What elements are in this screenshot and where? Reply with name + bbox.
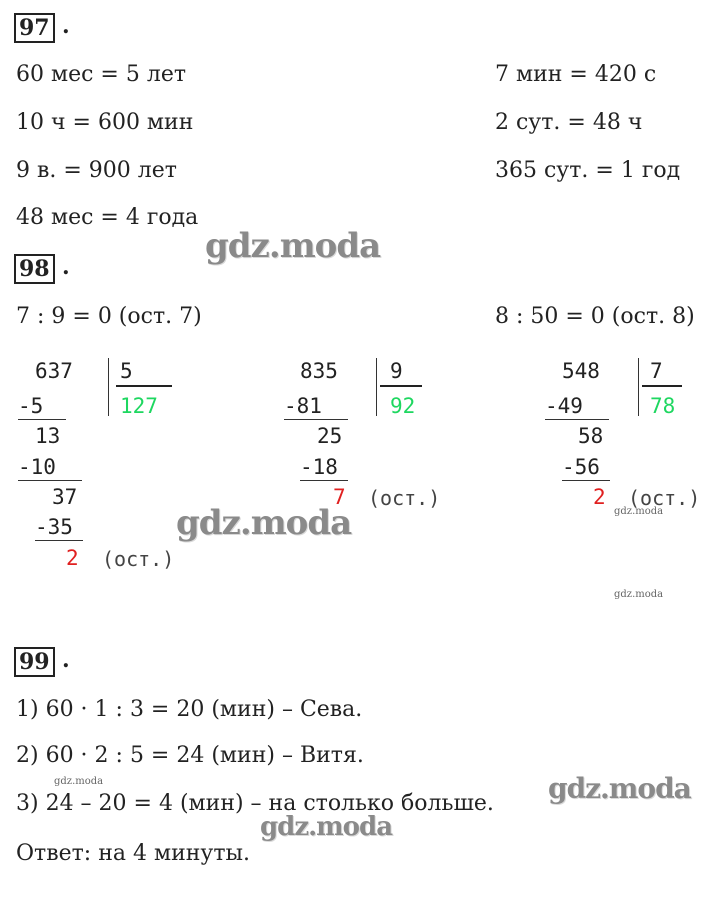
watermark-2: gdz.moda — [176, 503, 352, 543]
task-99-line-4: Ответ: на 4 минуты. — [16, 841, 251, 866]
div2-step-1: -81 — [284, 394, 322, 418]
task-99-line-2: 2) 60 · 2 : 5 = 24 (мин) – Витя. — [16, 743, 364, 768]
task-97-left-2: 10 ч = 600 мин — [16, 110, 194, 135]
task-97-left-1: 60 мес = 5 лет — [16, 62, 187, 87]
watermark-4: gdz.moda — [260, 812, 393, 842]
task-97-number: 97 — [14, 13, 55, 43]
div1-remainder: 2 — [66, 546, 79, 570]
div1-vertical-bar — [108, 358, 109, 416]
div2-step-2: 25 — [317, 424, 343, 448]
task-98-line-right: 8 : 50 = 0 (ост. 8) — [495, 304, 695, 329]
div1-step-2: 13 — [35, 424, 61, 448]
div3-rule-2 — [562, 480, 610, 481]
task-99-line-3: 3) 24 – 20 = 4 (мин) – на столько больше. — [16, 791, 494, 816]
task-97-right-3: 365 сут. = 1 год — [495, 158, 681, 183]
div3-quotient: 78 — [650, 394, 676, 418]
watermark-1: gdz.moda — [205, 226, 381, 266]
div3-step-2: 58 — [578, 424, 604, 448]
watermark-small-1: gdz.moda — [614, 506, 664, 517]
div1-rule-2 — [18, 480, 82, 481]
task-98-dot: . — [62, 254, 70, 280]
div3-rule-1 — [545, 419, 609, 420]
div2-dividend: 835 — [300, 359, 338, 383]
div3-vertical-bar — [638, 358, 639, 416]
div3-step-1: -49 — [545, 394, 583, 418]
task-99-dot: . — [62, 647, 70, 673]
task-98-line-left: 7 : 9 = 0 (ост. 7) — [16, 304, 202, 329]
div3-divisor-line — [642, 385, 682, 387]
div1-dividend: 637 — [35, 359, 73, 383]
div1-rule-1 — [18, 419, 66, 420]
div2-vertical-bar — [376, 358, 377, 416]
div1-step-4: 37 — [52, 485, 78, 509]
watermark-3: gdz.moda — [548, 772, 691, 805]
div2-step-3: -18 — [300, 455, 338, 479]
task-97-dot: . — [62, 13, 70, 39]
watermark-small-3: gdz.moda — [54, 776, 104, 787]
div1-quotient: 127 — [120, 394, 158, 418]
div3-step-3: -56 — [562, 455, 600, 479]
task-99-number: 99 — [14, 647, 55, 677]
div1-rule-3 — [35, 540, 83, 541]
div1-step-3: -10 — [18, 455, 56, 479]
div1-step-5: -35 — [35, 515, 73, 539]
div2-remainder-label: (ост.) — [368, 486, 441, 510]
div1-step-1: -5 — [18, 394, 44, 418]
task-98-number: 98 — [14, 254, 55, 284]
task-99-line-1: 1) 60 · 1 : 3 = 20 (мин) – Сева. — [16, 697, 363, 722]
watermark-small-2: gdz.moda — [614, 589, 664, 600]
div1-divisor: 5 — [120, 359, 133, 383]
div2-quotient: 92 — [390, 394, 416, 418]
task-97-right-1: 7 мин = 420 с — [495, 62, 657, 87]
div2-divisor: 9 — [390, 359, 403, 383]
div1-divisor-line — [116, 385, 172, 387]
div2-rule-2 — [300, 480, 348, 481]
div2-rule-1 — [284, 419, 348, 420]
task-97-left-3: 9 в. = 900 лет — [16, 158, 177, 183]
div1-remainder-label: (ост.) — [102, 547, 175, 571]
div2-remainder: 7 — [333, 485, 346, 509]
div3-remainder-label: (ост.) — [628, 486, 701, 510]
task-97-left-4: 48 мес = 4 года — [16, 205, 199, 230]
div3-dividend: 548 — [562, 359, 600, 383]
div2-divisor-line — [380, 385, 422, 387]
task-97-right-2: 2 сут. = 48 ч — [495, 110, 643, 135]
div3-remainder: 2 — [593, 485, 606, 509]
div3-divisor: 7 — [650, 359, 663, 383]
